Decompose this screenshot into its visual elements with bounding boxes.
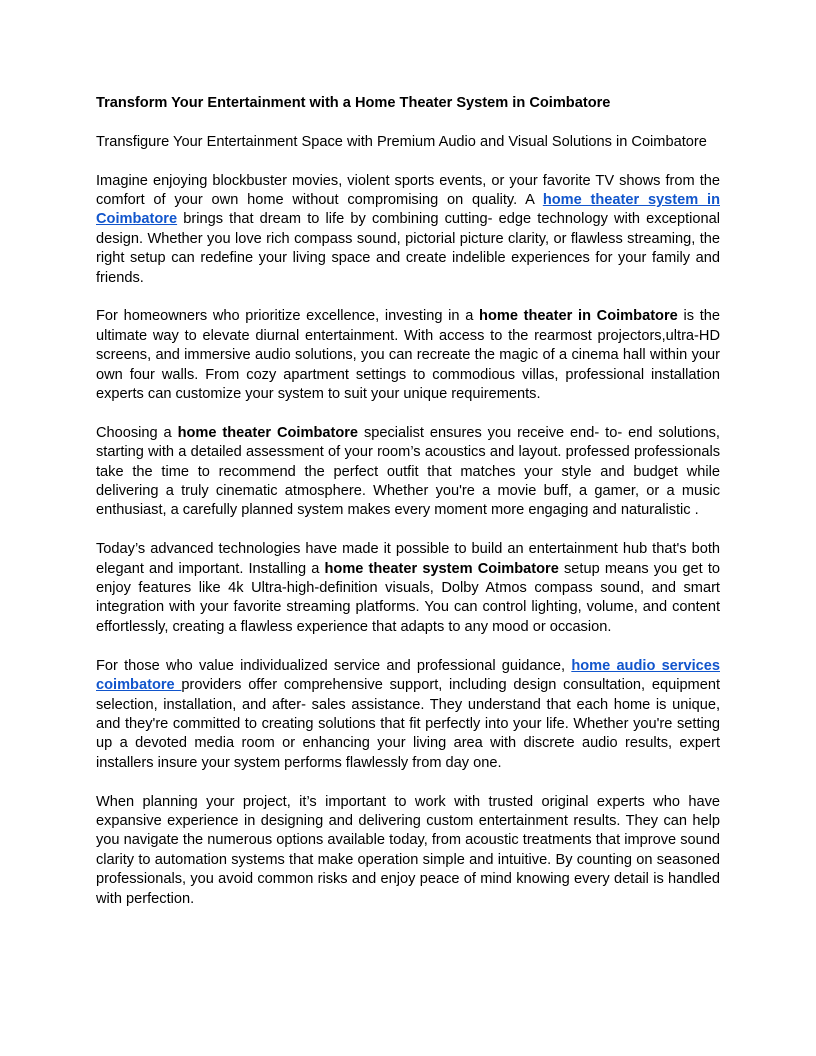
paragraph-intro [96,172,720,288]
spacer [96,637,720,656]
paragraph-text: providers offer comprehensive support, including design consultation, equipment selection, installation, and after- sales assistance. They understand that each home is unique, and they're committed to creating solutions that fit perfectly into your life. Whether you're setting up a devoted media room or enhancing your living area with discrete audio results, expert installers insure your system performs flawlessly from day one. [96,677,721,771]
paragraph-text: Choosing a [96,424,178,441]
spacer [96,404,720,423]
link-home-audio-services-coimbatore[interactable]: home audio services coimbatore [96,657,720,694]
document-subtitle: Transfigure Your Entertainment Space with Premium Audio and Visual Solutions in Coimbatore [96,133,707,150]
spacer [96,152,720,171]
bold-keyword: home theater Coimbatore [177,424,359,441]
paragraph-text: setup means you get to enjoy features like 4k Ultra-high-definition visuals, Dolby Atmos compass sound, and smart integration with your favorite streaming platforms. You can control lighting, volume, and content effortlessly, creating a flawless experience that adapts to any mood or occasion. [96,560,721,635]
spacer [96,773,720,792]
paragraph-individualized-service [96,657,720,773]
paragraph-homeowners [96,307,720,404]
paragraph-technologies [96,540,720,637]
paragraph-text: For those who value individualized service and professional guidance, [96,657,572,674]
bold-keyword: home theater system Coimbatore [324,560,559,577]
spacer [96,288,720,307]
paragraph-text: brings that dream to life by combining cutting- edge technology with exceptional design. Whether you love rich compass sound, pictorial picture clarity, or flawless streaming, the right setup can redefine your living space and create indelible experiences for your family and friends. [96,211,720,286]
paragraph-text: For homeowners who prioritize excellence, investing in a [96,308,480,325]
spacer [96,113,720,132]
paragraph-planning [96,793,720,909]
spacer [96,521,720,540]
link-home-theater-system-in-coimbatore[interactable]: home theater system in Coimbatore [96,192,720,228]
paragraph-choosing [96,424,720,521]
paragraph-text: Today’s advanced technologies have made it possible to build an entertainment hub that's both elegant and important. Installing a [96,541,720,577]
paragraph-text: is the ultimate way to elevate diurnal entertainment. With access to the rearmost projectors,ultra-HD screens, and immersive audio solutions, you can recreate the magic of a cinema hall within your own four walls. From cozy apartment settings to commodious villas, professional installation experts can customize your system to suit your unique requirements. [96,308,720,403]
document-body [96,94,720,909]
paragraph-text: When planning your project, it’s important to work with trusted original experts who have expansive experience in designing and delivering custom entertainment results. They can help you navigate the numerous options available today, from acoustic treatments that improve sound clarity to automation systems that make operation simple and intuitive. By counting on seasoned professionals, you avoid common risks and enjoy peace of mind knowing every detail is handled with perfection. [96,793,720,907]
paragraph-text: specialist ensures you receive end- to- end solutions, starting with a detailed assessment of your room’s acoustics and layout. professed professionals take the time to recommend the perfect outfit that matches your style and budget while delivering a truly cinematic atmosphere. Whether you're a movie buff, a gamer, or a music enthusiast, a carefully planned system makes every moment more engaging and naturalistic . [96,424,720,519]
paragraph-text: Imagine enjoying blockbuster movies, violent sports events, or your favorite TV shows from the comfort of your own home without compromising on quality. A [96,172,720,208]
document-title: Transform Your Entertainment with a Home Theater System in Coimbatore [96,95,611,111]
bold-keyword: home theater in Coimbatore [479,308,678,325]
